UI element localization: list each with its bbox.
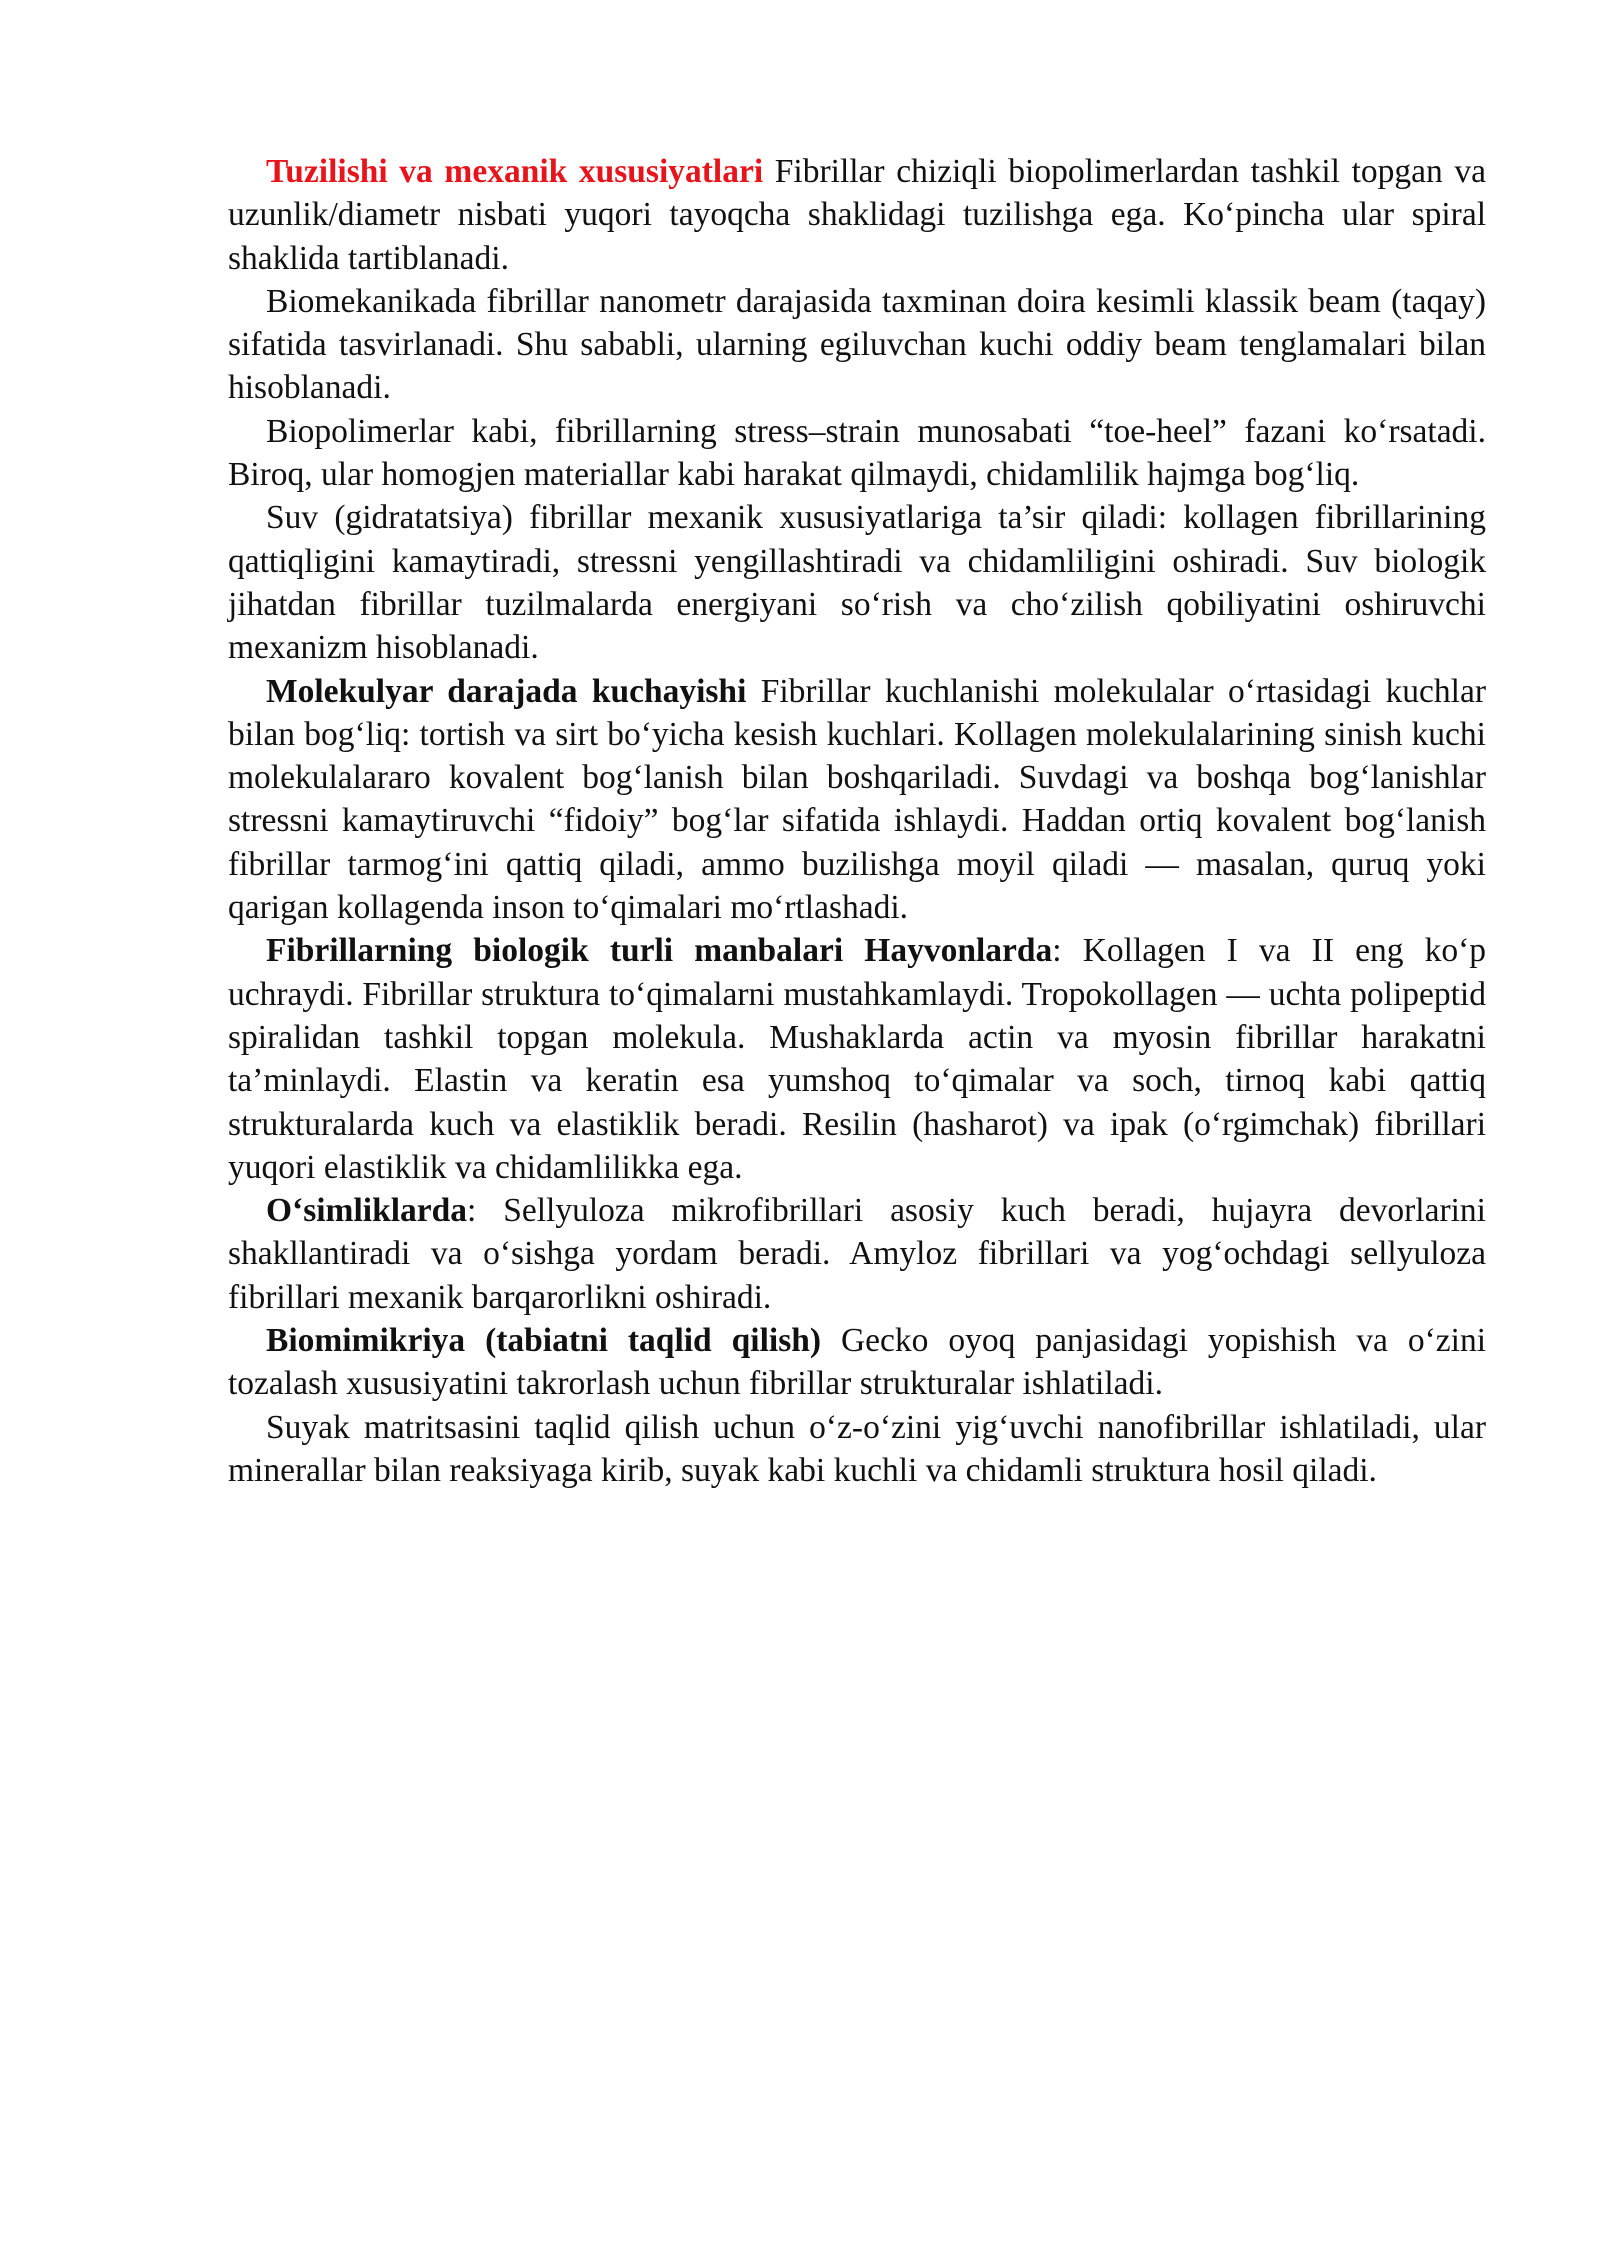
paragraph-text: Suyak matritsasini taqlid qilish uchun o‘z-o‘zini yig‘uvchi nanofibrillar ishlatiladi, ular minerallar bilan reaksiyaga kirib, suyak kabi kuchli va chidamli struktura hosil qiladi. — [228, 1408, 1486, 1489]
section-heading-plants: O‘simliklarda — [266, 1192, 468, 1230]
paragraph-text: : Kollagen I va II eng ko‘p uchraydi. Fibrillar struktura to‘qimalarni mustahkamlaydi. Tropokollagen — uchta polipeptid spiralidan tashkil topgan molekula. Mushaklarda actin va myosin fibrillar harakatni ta’minlaydi. Elastin va keratin esa yumshoq to‘qimalar va soch, tirnoq kabi qattiq strukturalarda kuch va elastiklik beradi. Resilin (hasharot) va ipak (o‘rgimchak) fibrillari yuqori elastiklik va chidamlilikka ega. — [228, 932, 1487, 1186]
paragraph-structure — [228, 150, 1486, 280]
document-page — [228, 150, 1486, 1492]
paragraph-bone-matrix — [228, 1406, 1486, 1493]
section-heading-biomimicry: Biomimikriya (tabiatni taqlid qilish) — [266, 1322, 822, 1360]
section-heading-sources: Fibrillarning biologik turli manbalari Hayvonlarda — [266, 932, 1053, 970]
paragraph-hydration — [228, 496, 1486, 669]
paragraph-text: Gecko oyoq panjasidagi yopishish va o‘zini tozalash xususiyatini takrorlash uchun fibrillar strukturalar ishlatiladi. — [228, 1322, 1486, 1403]
paragraph-text: : Sellyuloza mikrofibrillari asosiy kuch beradi, hujayra devorlarini shakllantiradi va o‘sishga yordam beradi. Amyloz fibrillari va yog‘ochdagi sellyuloza fibrillari mexanik barqarorlikni oshiradi. — [228, 1192, 1486, 1316]
paragraph-stress-strain — [228, 410, 1486, 497]
paragraph-biomechanics — [228, 280, 1486, 410]
paragraph-text: Biomekanikada fibrillar nanometr darajasida taxminan doira kesimli klassik beam (taqay) sifatida tasvirlanadi. Shu sababli, ularning egiluvchan kuchi oddiy beam tenglamalari bilan hisoblanadi. — [228, 282, 1486, 407]
section-heading-molecular: Molekulyar darajada kuchayishi — [266, 672, 747, 710]
paragraph-text: Fibrillar chiziqli biopolimerlardan tashkil topgan va uzunlik/diametr nisbati yuqori tayoqcha shaklidagi tuzilishga ega. Ko‘pincha ular spiral shaklida tartiblanadi. — [228, 153, 1486, 277]
paragraph-animal-sources — [228, 929, 1486, 1189]
section-heading-structure: Tuzilishi va mexanik xususiyatlari — [266, 153, 764, 190]
paragraph-text: Fibrillar kuchlanishi molekulalar o‘rtasidagi kuchlar bilan bog‘liq: tortish va sirt bo‘yicha kesish kuchlari. Kollagen molekulalarining sinish kuchi molekulalararo kovalent bog‘lanish bilan boshqariladi. Suvdagi va boshqa bog‘lanishlar stressni kamaytiruvchi “fidoiy” bog‘lar sifatida ishlaydi. Haddan ortiq kovalent bog‘lanish fibrillar tarmog‘ini qattiq qiladi, ammo buzilishga moyil qiladi — masalan, quruq yoki qarigan kollagenda inson to‘qimalari mo‘rtlashadi. — [228, 672, 1486, 927]
paragraph-molecular — [228, 670, 1486, 930]
paragraph-plants — [228, 1189, 1486, 1319]
paragraph-biomimicry — [228, 1319, 1486, 1406]
paragraph-text: Biopolimerlar kabi, fibrillarning stress–strain munosabati “toe-heel” fazani ko‘rsatadi. Biroq, ular homogjen materiallar kabi harakat qilmaydi, chidamlilik hajmga bog‘liq. — [228, 412, 1486, 494]
paragraph-text: Suv (gidratatsiya) fibrillar mexanik xususiyatlariga ta’sir qiladi: kollagen fibrillarining qattiqligini kamaytiradi, stressni yengillashtiradi va chidamliligini oshiradi. Suv biologik jihatdan fibrillar tuzilmalarda energiyani so‘rish va cho‘zilish qobiliyatini oshiruvchi mexanizm hisoblanadi. — [228, 499, 1486, 667]
